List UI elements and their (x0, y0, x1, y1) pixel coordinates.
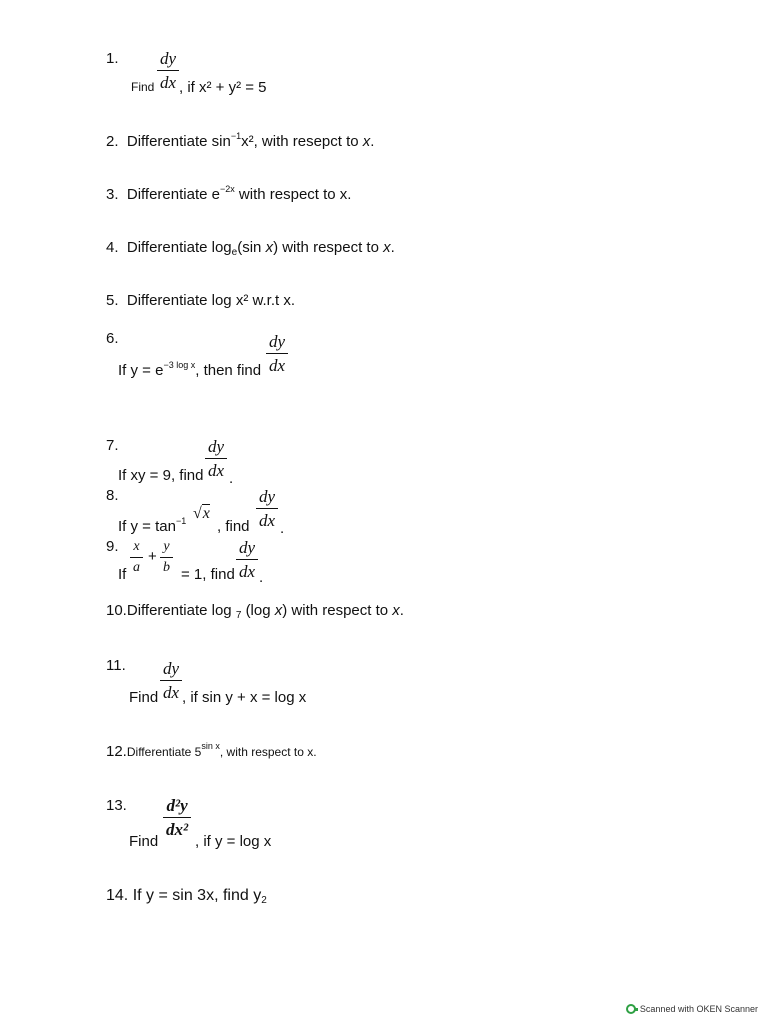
q8-end: . (280, 520, 285, 537)
q10-end: . (399, 602, 404, 619)
q2-text-a: Differentiate sin (126, 133, 231, 150)
q7-end: . (229, 470, 234, 487)
q8-sup: −1 (175, 516, 187, 526)
q13-condition: , if y = log x (195, 833, 272, 850)
q10-line (106, 602, 404, 619)
q10-number: 10. (106, 602, 127, 619)
q8-number: 8. (106, 487, 119, 504)
q2-sup: −1 (230, 131, 242, 141)
q8-sqrt (193, 505, 210, 523)
q2-line (106, 133, 374, 150)
q13-frac-den: dx² (166, 820, 189, 839)
q13-number: 13. (106, 797, 127, 814)
q9-end: . (259, 569, 264, 586)
q10-var2: x (392, 602, 400, 619)
q8-sqrt-arg: x (202, 505, 210, 522)
q12-text-a: Differentiate 5 (126, 745, 202, 759)
q1-number: 1. (106, 50, 119, 67)
q14-line (106, 887, 267, 905)
q10-sub: 7 (235, 610, 242, 621)
q13-frac-num: d²y (163, 797, 190, 818)
q9-fraction (236, 539, 258, 580)
q6-text-a: If y = e (118, 362, 164, 379)
q14-text: If y = sin 3x, find y (132, 887, 262, 904)
q4-sub: e (231, 247, 238, 258)
q9-number: 9. (106, 538, 119, 555)
q6-number: 6. (106, 330, 119, 347)
q6-frac-den: dx (269, 356, 286, 375)
q7-fraction (205, 438, 227, 479)
q10-var: x (274, 602, 283, 619)
q13-find: Find (129, 833, 159, 850)
q7-frac-den: dx (208, 461, 225, 480)
q9-f1-den: a (133, 560, 140, 575)
q8-text-a: If y = tan (118, 518, 176, 535)
q4-number: 4. (106, 239, 119, 256)
q12-line (106, 743, 317, 760)
q1-fraction (157, 50, 179, 91)
q4-text-c: ) with respect to (273, 239, 384, 256)
q11-number: 11. (106, 657, 126, 674)
q11-find: Find (129, 689, 159, 706)
q2-end: . (370, 133, 375, 150)
q1-frac-den: dx (160, 73, 177, 92)
q1-frac-num: dy (157, 50, 179, 71)
q6-fraction (266, 333, 288, 374)
oken-scanner-logo-icon (626, 1004, 636, 1014)
q9-frac-den: dx (239, 562, 256, 581)
q3-text-b: with respect to x. (234, 186, 352, 203)
q9-frac-num: dy (236, 539, 258, 560)
q3-number: 3. (106, 186, 119, 203)
q4-text-b: (sin (237, 239, 266, 256)
q14-number: 14. (106, 887, 129, 904)
q11-fraction (160, 660, 182, 701)
q12-text-b: , with respect to x. (219, 745, 317, 759)
q9-if: If (118, 566, 127, 583)
q8-mid: , find (217, 518, 250, 535)
q12-number: 12. (106, 743, 127, 760)
q5-line (106, 292, 295, 309)
q9-plus: + (148, 548, 157, 565)
q11-frac-den: dx (163, 683, 180, 702)
scanner-watermark-text: Scanned with OKEN Scanner (639, 1004, 758, 1014)
q6-line (118, 362, 261, 379)
q7-text: If xy = 9, find (118, 467, 204, 484)
q5-text: Differentiate log x² w.r.t x. (126, 292, 295, 309)
q3-text-a: Differentiate e (126, 186, 220, 203)
q10-text-c: ) with respect to (282, 602, 393, 619)
q14-sub: 2 (261, 895, 267, 906)
q2-text-b: x², with resepct to (241, 133, 363, 150)
q11-condition: , if sin y + x = log x (182, 689, 307, 706)
q9-mid: = 1, find (181, 566, 235, 583)
q9-f1-num: x (130, 540, 142, 558)
scanner-watermark (626, 1004, 758, 1014)
q10-text-b: (log (245, 602, 275, 619)
q4-line (106, 239, 395, 256)
q7-frac-num: dy (205, 438, 227, 459)
q9-frac-x-over-a (130, 540, 143, 575)
q6-frac-num: dy (266, 333, 288, 354)
q10-text-a: Differentiate log (126, 602, 232, 619)
q7-number: 7. (106, 437, 119, 454)
q9-frac-y-over-b (160, 540, 173, 575)
q6-text-b: , then find (195, 362, 262, 379)
q3-sup: −2x (219, 184, 235, 194)
q11-frac-num: dy (160, 660, 182, 681)
q6-sup: −3 log x (163, 360, 196, 370)
q12-sup: sin x (201, 741, 220, 751)
q4-end: . (390, 239, 395, 256)
q8-frac-num: dy (256, 488, 278, 509)
q8-sqrt-symbol: √ (193, 505, 202, 522)
q9-f2-den: b (163, 560, 170, 575)
q4-text-a: Differentiate log (126, 239, 232, 256)
q4-var: x (265, 239, 274, 256)
q8-frac-den: dx (259, 511, 276, 530)
q5-number: 5. (106, 292, 119, 309)
q8-line (118, 518, 186, 535)
q2-var: x (362, 133, 371, 150)
q3-line (106, 186, 351, 203)
q9-f2-num: y (160, 540, 172, 558)
q4-var2: x (383, 239, 391, 256)
q1-find: Find (131, 80, 155, 94)
q13-fraction (163, 797, 191, 838)
q1-condition: , if x² + y² = 5 (179, 79, 267, 96)
q8-fraction (256, 488, 278, 529)
q2-number: 2. (106, 133, 119, 150)
